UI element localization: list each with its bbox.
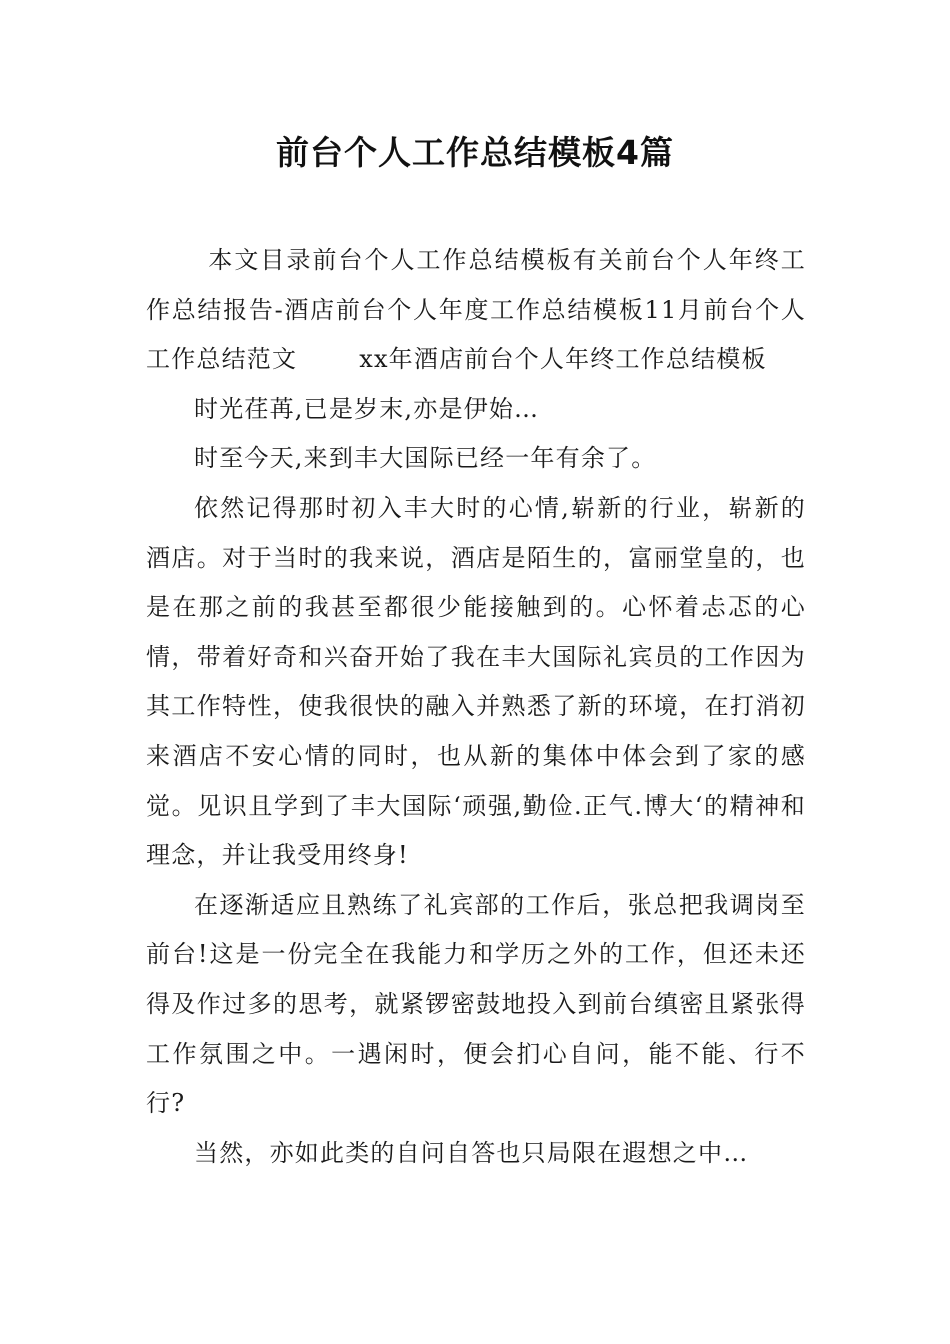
- toc-text-part2: xx年酒店前台个人年终工作总结模板: [359, 345, 767, 374]
- paragraph: 时至今天,来到丰大国际已经一年有余了。: [194, 444, 657, 473]
- toc-text-part1: 本文目录前台个人工作总结模板有关前台个人年终工作总结报告-酒店前台个人年度工作总结模板11月前台个人工作总结范文: [146, 246, 806, 374]
- paragraph: 时光荏苒,已是岁末,亦是伊始…: [194, 394, 540, 423]
- document-title: 前台个人工作总结模板4篇: [276, 133, 674, 172]
- paragraph: 依然记得那时初入丰大时的心情,崭新的行业，崭新的酒店。对于当时的我来说，酒店是陌生的，富丽堂皇的，也是在那之前的我甚至都很少能接触到的。心怀着忐忑的心情，带着好奇和兴奋开始了我在丰大国际礼宾员的工作因为其工作特性，使我很快的融入并熟悉了新的环境，在打消初来酒店不安心情的同时，也从新的集体中体会到了家的感觉。见识且学到了丰大国际‘顽强,勤俭.正气.博大‘的精神和理念，并让我受用终身!: [146, 493, 806, 870]
- paragraph: 当然，亦如此类的自问自答也只局限在遐想之中…: [194, 1138, 749, 1167]
- paragraph: 在逐渐适应且熟练了礼宾部的工作后，张总把我调岗至前台!这是一份完全在我能力和学历之外的工作，但还未还得及作过多的思考，就紧锣密鼓地投入到前台缜密且紧张得工作氛围之中。一遇闲时，便会扪心自问，能不能、行不行?: [146, 890, 806, 1118]
- table-of-contents: [146, 236, 806, 385]
- document-body: [146, 236, 806, 1178]
